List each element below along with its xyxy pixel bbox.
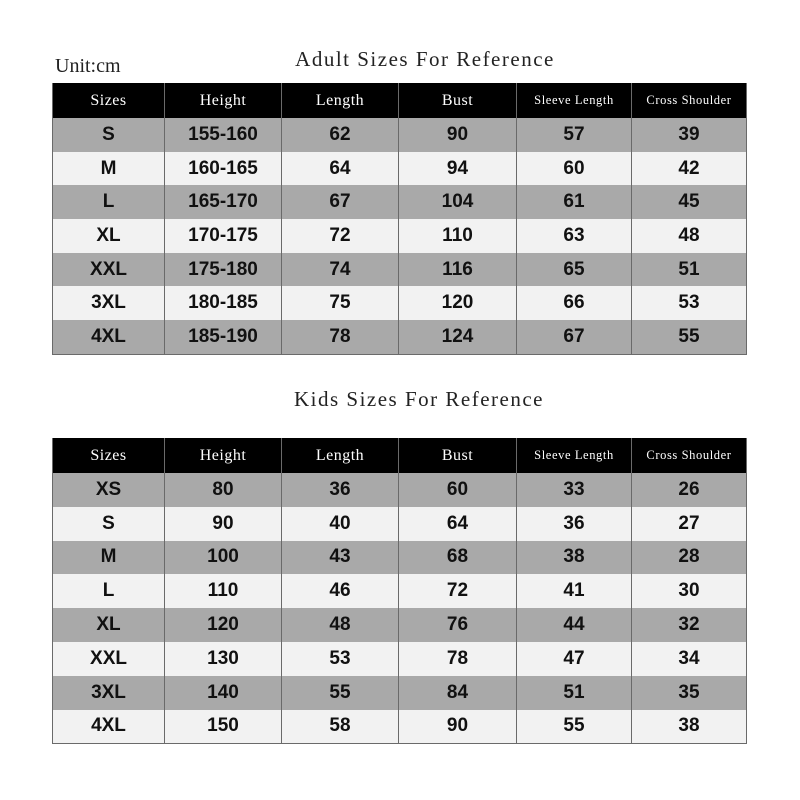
cell-sleeve-length: 33 xyxy=(517,473,632,507)
table-row xyxy=(53,710,747,744)
cell-length: 75 xyxy=(282,286,399,320)
cell-cross-shoulder: 39 xyxy=(632,118,747,152)
cell-height: 175-180 xyxy=(165,253,282,287)
table-row xyxy=(53,118,747,152)
cell-height: 120 xyxy=(165,608,282,642)
cell-cross-shoulder: 28 xyxy=(632,541,747,575)
cell-height: 110 xyxy=(165,574,282,608)
cell-sleeve-length: 63 xyxy=(517,219,632,253)
cell-height: 100 xyxy=(165,541,282,575)
cell-sleeve-length: 60 xyxy=(517,152,632,186)
cell-height: 90 xyxy=(165,507,282,541)
header-cross-shoulder: Cross Shoulder xyxy=(632,83,747,118)
cell-sleeve-length: 51 xyxy=(517,676,632,710)
cell-length: 40 xyxy=(282,507,399,541)
cell-sleeve-length: 67 xyxy=(517,320,632,354)
header-sizes: Sizes xyxy=(53,438,165,473)
cell-sleeve-length: 44 xyxy=(517,608,632,642)
cell-size: XXL xyxy=(53,253,165,287)
table-row xyxy=(53,152,747,186)
cell-sleeve-length: 47 xyxy=(517,642,632,676)
cell-cross-shoulder: 27 xyxy=(632,507,747,541)
header-sleeve-length: Sleeve Length xyxy=(517,438,632,473)
adult-table-title: Adult Sizes For Reference xyxy=(295,47,555,71)
cell-length: 36 xyxy=(282,473,399,507)
cell-size: XL xyxy=(53,219,165,253)
cell-sleeve-length: 55 xyxy=(517,710,632,744)
cell-cross-shoulder: 53 xyxy=(632,286,747,320)
cell-cross-shoulder: 32 xyxy=(632,608,747,642)
cell-bust: 68 xyxy=(399,541,517,575)
kids-size-table xyxy=(52,438,747,744)
cell-sleeve-length: 38 xyxy=(517,541,632,575)
cell-bust: 78 xyxy=(399,642,517,676)
table-row xyxy=(53,608,747,642)
cell-cross-shoulder: 48 xyxy=(632,219,747,253)
header-height: Height xyxy=(165,438,282,473)
cell-length: 74 xyxy=(282,253,399,287)
cell-bust: 120 xyxy=(399,286,517,320)
cell-height: 165-170 xyxy=(165,185,282,219)
table-header-row xyxy=(53,83,747,118)
cell-length: 62 xyxy=(282,118,399,152)
cell-length: 64 xyxy=(282,152,399,186)
kids-table-title: Kids Sizes For Reference xyxy=(293,387,545,411)
cell-bust: 104 xyxy=(399,185,517,219)
cell-length: 72 xyxy=(282,219,399,253)
cell-size: L xyxy=(53,574,165,608)
cell-sleeve-length: 36 xyxy=(517,507,632,541)
header-length: Length xyxy=(282,438,399,473)
cell-size: XXL xyxy=(53,642,165,676)
cell-bust: 64 xyxy=(399,507,517,541)
cell-height: 170-175 xyxy=(165,219,282,253)
cell-length: 43 xyxy=(282,541,399,575)
cell-bust: 76 xyxy=(399,608,517,642)
header-bust: Bust xyxy=(399,83,517,118)
cell-length: 48 xyxy=(282,608,399,642)
cell-sleeve-length: 61 xyxy=(517,185,632,219)
table-row xyxy=(53,253,747,287)
cell-size: XS xyxy=(53,473,165,507)
cell-length: 55 xyxy=(282,676,399,710)
cell-cross-shoulder: 38 xyxy=(632,710,747,744)
cell-cross-shoulder: 42 xyxy=(632,152,747,186)
header-bust: Bust xyxy=(399,438,517,473)
cell-height: 150 xyxy=(165,710,282,744)
cell-bust: 84 xyxy=(399,676,517,710)
table-row xyxy=(53,541,747,575)
table-row xyxy=(53,473,747,507)
cell-size: S xyxy=(53,507,165,541)
cell-size: S xyxy=(53,118,165,152)
cell-sleeve-length: 66 xyxy=(517,286,632,320)
cell-size: M xyxy=(53,152,165,186)
cell-height: 155-160 xyxy=(165,118,282,152)
cell-height: 140 xyxy=(165,676,282,710)
table-row xyxy=(53,320,747,354)
cell-height: 80 xyxy=(165,473,282,507)
cell-height: 160-165 xyxy=(165,152,282,186)
table-row xyxy=(53,574,747,608)
table-row xyxy=(53,219,747,253)
cell-size: XL xyxy=(53,608,165,642)
cell-bust: 90 xyxy=(399,118,517,152)
cell-bust: 72 xyxy=(399,574,517,608)
cell-length: 58 xyxy=(282,710,399,744)
table-row xyxy=(53,676,747,710)
cell-bust: 60 xyxy=(399,473,517,507)
cell-cross-shoulder: 34 xyxy=(632,642,747,676)
table-header-row xyxy=(53,438,747,473)
cell-cross-shoulder: 55 xyxy=(632,320,747,354)
header-height: Height xyxy=(165,83,282,118)
cell-bust: 116 xyxy=(399,253,517,287)
header-sizes: Sizes xyxy=(53,83,165,118)
cell-length: 78 xyxy=(282,320,399,354)
cell-size: 3XL xyxy=(53,286,165,320)
header-length: Length xyxy=(282,83,399,118)
cell-cross-shoulder: 30 xyxy=(632,574,747,608)
unit-label: Unit:cm xyxy=(55,55,121,77)
cell-sleeve-length: 57 xyxy=(517,118,632,152)
cell-size: M xyxy=(53,541,165,575)
cell-length: 46 xyxy=(282,574,399,608)
cell-bust: 94 xyxy=(399,152,517,186)
cell-size: 3XL xyxy=(53,676,165,710)
cell-bust: 90 xyxy=(399,710,517,744)
table-row xyxy=(53,185,747,219)
cell-height: 180-185 xyxy=(165,286,282,320)
cell-length: 67 xyxy=(282,185,399,219)
cell-size: 4XL xyxy=(53,710,165,744)
table-row xyxy=(53,286,747,320)
cell-height: 130 xyxy=(165,642,282,676)
cell-bust: 110 xyxy=(399,219,517,253)
cell-size: 4XL xyxy=(53,320,165,354)
cell-height: 185-190 xyxy=(165,320,282,354)
table-row xyxy=(53,507,747,541)
cell-length: 53 xyxy=(282,642,399,676)
cell-cross-shoulder: 51 xyxy=(632,253,747,287)
cell-cross-shoulder: 45 xyxy=(632,185,747,219)
table-row xyxy=(53,642,747,676)
cell-sleeve-length: 65 xyxy=(517,253,632,287)
cell-bust: 124 xyxy=(399,320,517,354)
cell-cross-shoulder: 26 xyxy=(632,473,747,507)
header-cross-shoulder: Cross Shoulder xyxy=(632,438,747,473)
cell-sleeve-length: 41 xyxy=(517,574,632,608)
cell-size: L xyxy=(53,185,165,219)
adult-size-table xyxy=(52,83,747,355)
cell-cross-shoulder: 35 xyxy=(632,676,747,710)
header-sleeve-length: Sleeve Length xyxy=(517,83,632,118)
